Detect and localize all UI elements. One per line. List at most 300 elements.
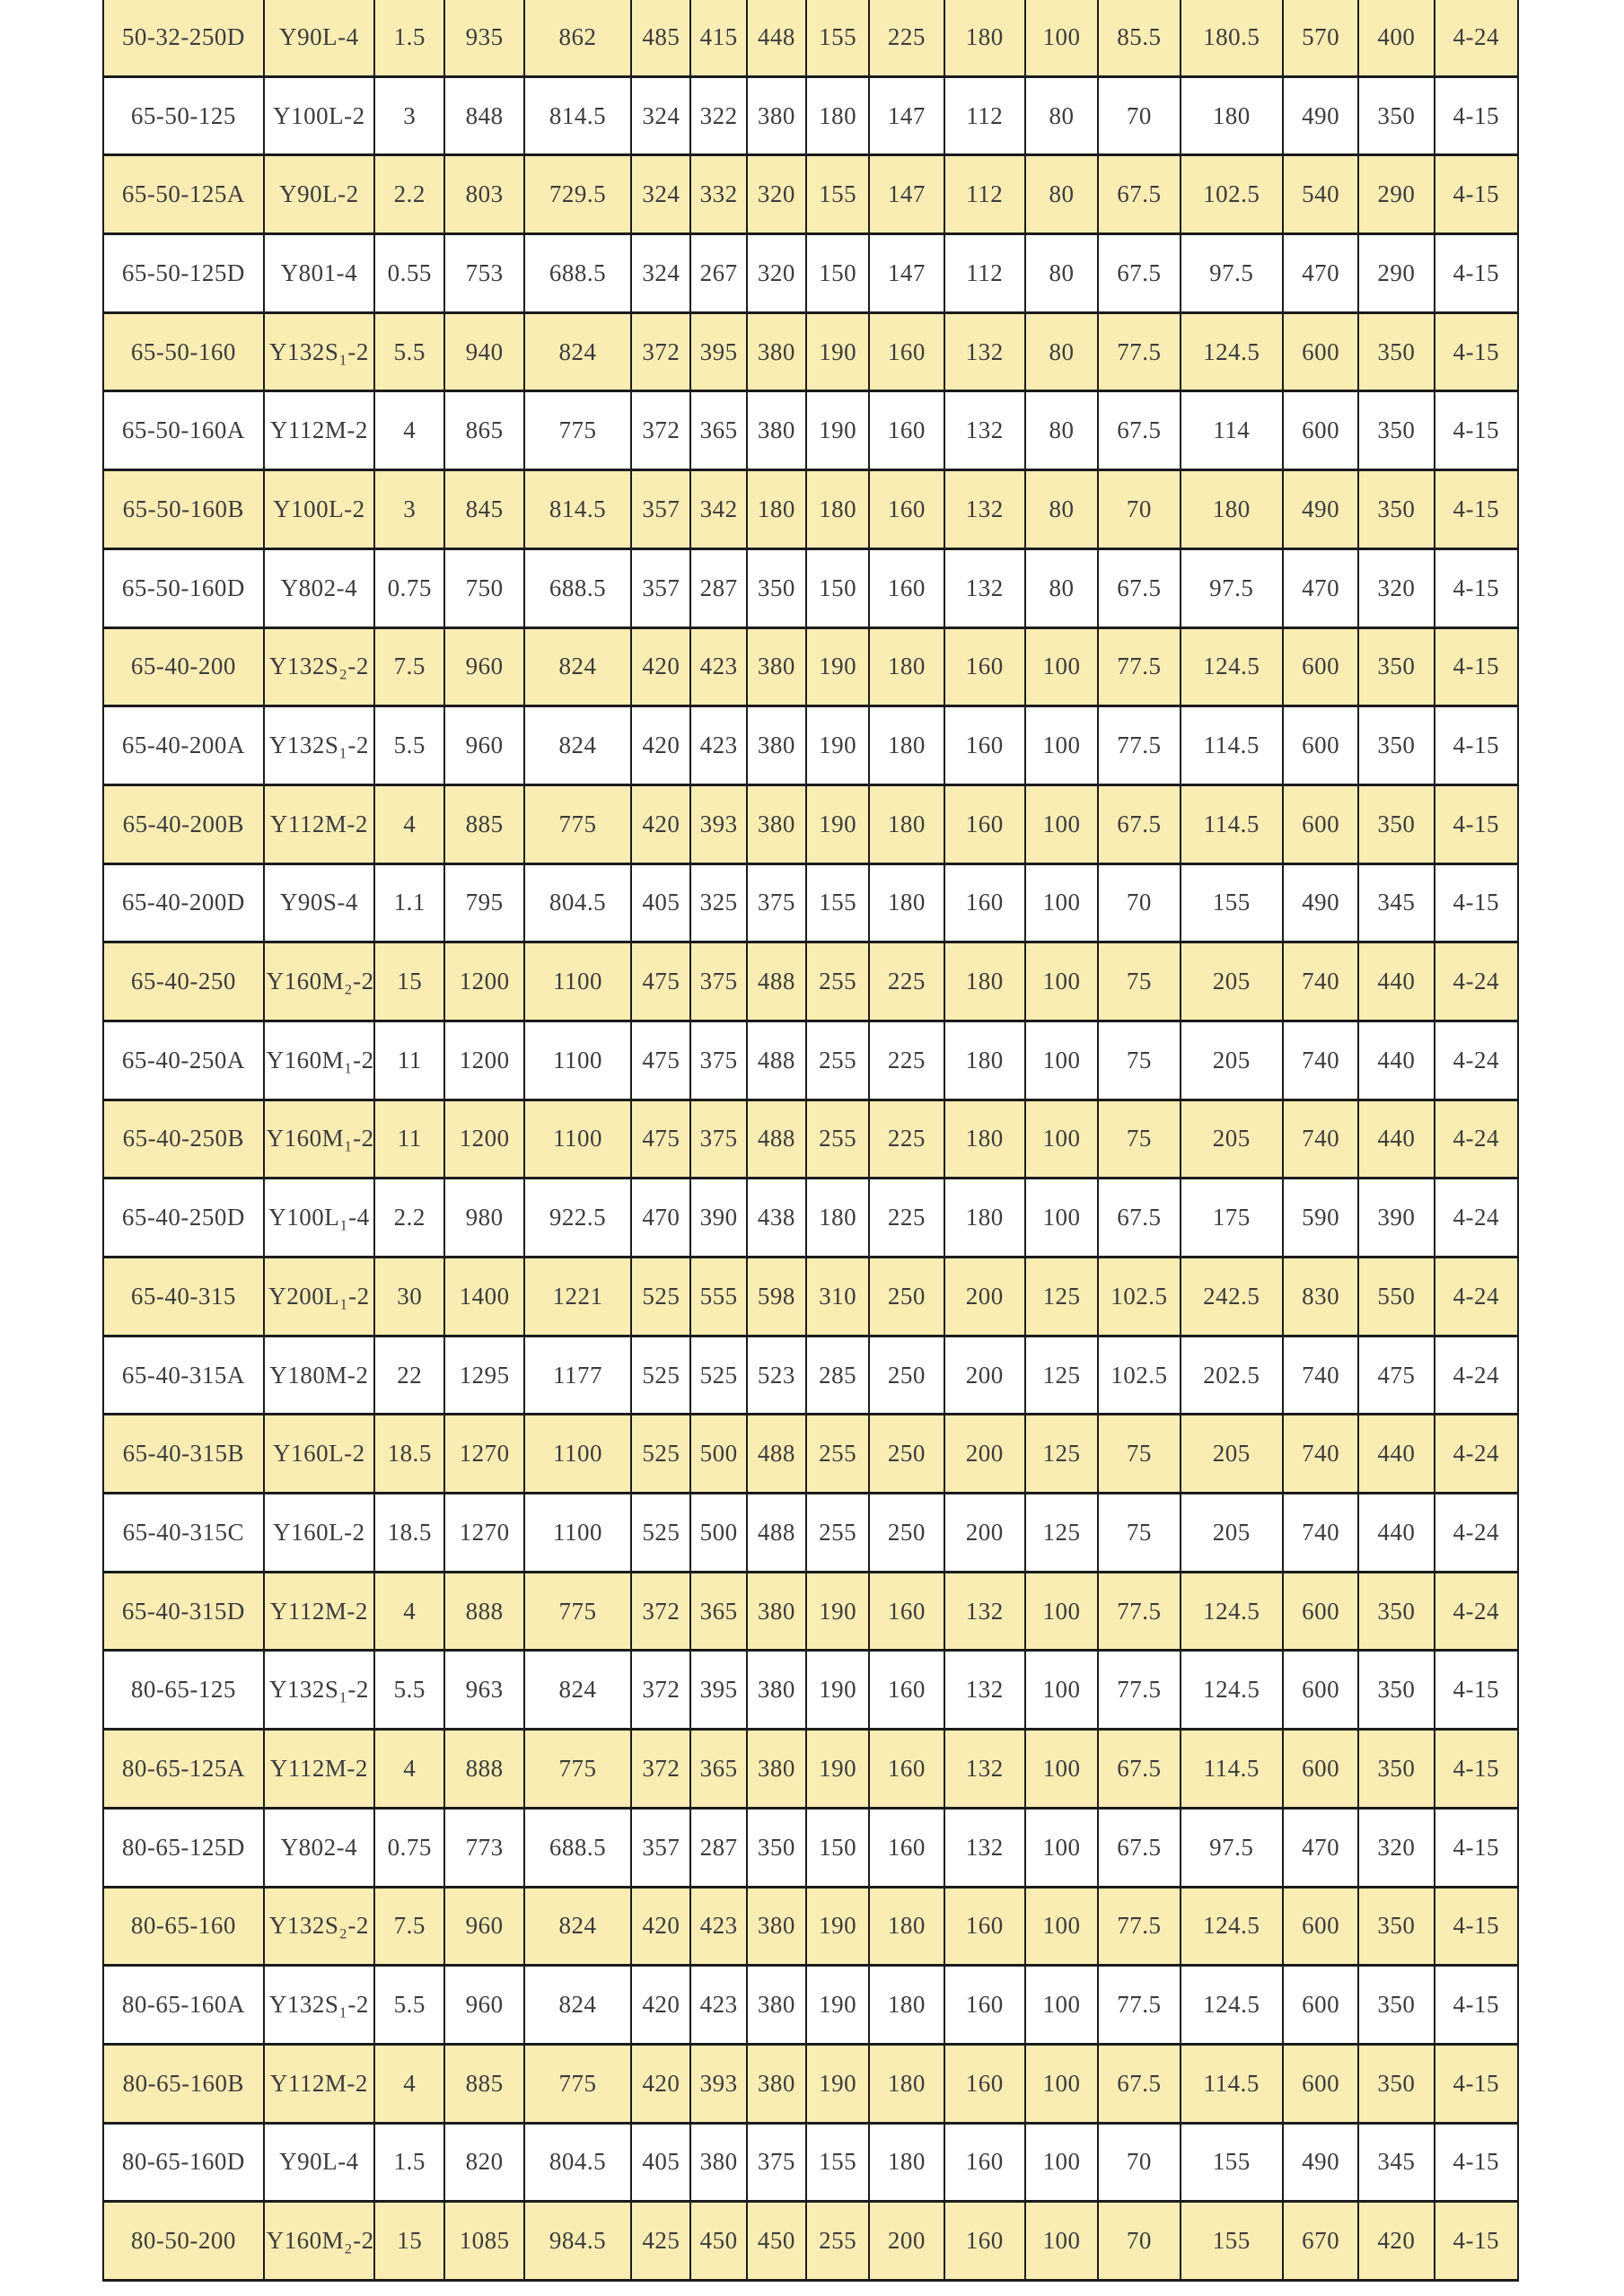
- value-cell: 285: [805, 1335, 868, 1414]
- value-cell: 160: [868, 1571, 943, 1650]
- table-row: [102, 784, 1517, 863]
- motor-model-cell: Y90L-4: [263, 0, 373, 75]
- motor-model-cell: Y802-4: [263, 548, 373, 627]
- pump-model-cell: 65-50-125D: [102, 232, 263, 311]
- value-cell: 688.5: [523, 232, 630, 311]
- value-cell: 862: [523, 0, 630, 75]
- value-cell: 375: [689, 1020, 745, 1099]
- value-cell: 4-15: [1434, 2200, 1517, 2279]
- table-row: [102, 1020, 1517, 1099]
- value-cell: 320: [1357, 1807, 1433, 1886]
- value-cell: 500: [689, 1413, 745, 1492]
- value-cell: 1400: [443, 1256, 522, 1335]
- value-cell: 160: [868, 469, 943, 548]
- value-cell: 980: [443, 1177, 522, 1256]
- value-cell: 100: [1024, 1177, 1097, 1256]
- value-cell: 322: [689, 75, 745, 154]
- value-cell: 1270: [443, 1413, 522, 1492]
- value-cell: 4: [373, 1728, 443, 1807]
- value-cell: 380: [746, 75, 805, 154]
- value-cell: 112: [944, 153, 1024, 232]
- value-cell: 803: [443, 153, 522, 232]
- table-row: [102, 548, 1517, 627]
- value-cell: 160: [944, 2043, 1024, 2122]
- value-cell: 11: [373, 1099, 443, 1178]
- value-cell: 190: [805, 1886, 868, 1965]
- value-cell: 147: [868, 232, 943, 311]
- value-cell: 350: [1357, 390, 1433, 469]
- value-cell: 225: [868, 941, 943, 1020]
- value-cell: 1.5: [373, 2122, 443, 2201]
- value-cell: 420: [630, 1964, 689, 2043]
- value-cell: 250: [868, 1256, 943, 1335]
- value-cell: 488: [746, 1413, 805, 1492]
- pump-model-cell: 80-65-125D: [102, 1807, 263, 1886]
- value-cell: 100: [1024, 0, 1097, 75]
- value-cell: 600: [1282, 1886, 1357, 1965]
- table-row: [102, 2200, 1517, 2279]
- value-cell: 1.1: [373, 863, 443, 942]
- value-cell: 100: [1024, 1571, 1097, 1650]
- value-cell: 225: [868, 0, 943, 75]
- value-cell: 380: [746, 1728, 805, 1807]
- value-cell: 350: [746, 548, 805, 627]
- value-cell: 180: [868, 2043, 943, 2122]
- value-cell: 525: [630, 1492, 689, 1571]
- value-cell: 125: [1024, 1492, 1097, 1571]
- value-cell: 125: [1024, 1413, 1097, 1492]
- table-row: [102, 1413, 1517, 1492]
- value-cell: 372: [630, 311, 689, 390]
- value-cell: 1200: [443, 941, 522, 1020]
- value-cell: 67.5: [1097, 1807, 1179, 1886]
- value-cell: 5.5: [373, 705, 443, 784]
- value-cell: 600: [1282, 390, 1357, 469]
- motor-model-cell: Y160L-2: [263, 1413, 373, 1492]
- value-cell: 160: [944, 863, 1024, 942]
- value-cell: 420: [630, 705, 689, 784]
- value-cell: 4-15: [1434, 390, 1517, 469]
- value-cell: 935: [443, 0, 522, 75]
- value-cell: 400: [1357, 0, 1433, 75]
- value-cell: 225: [868, 1020, 943, 1099]
- value-cell: 77.5: [1097, 705, 1179, 784]
- value-cell: 30: [373, 1256, 443, 1335]
- value-cell: 4-15: [1434, 2122, 1517, 2201]
- value-cell: 225: [868, 1099, 943, 1178]
- value-cell: 372: [630, 1728, 689, 1807]
- value-cell: 97.5: [1180, 548, 1282, 627]
- value-cell: 290: [1357, 153, 1433, 232]
- value-cell: 922.5: [523, 1177, 630, 1256]
- value-cell: 112: [944, 75, 1024, 154]
- value-cell: 200: [944, 1413, 1024, 1492]
- value-cell: 475: [630, 941, 689, 1020]
- value-cell: 180: [805, 469, 868, 548]
- motor-model-cell: Y132S₁-2: [263, 1649, 373, 1728]
- value-cell: 380: [746, 1886, 805, 1965]
- table-row: [102, 1886, 1517, 1965]
- value-cell: 885: [443, 784, 522, 863]
- value-cell: 125: [1024, 1335, 1097, 1414]
- pump-model-cell: 80-50-200: [102, 2200, 263, 2279]
- value-cell: 77.5: [1097, 1886, 1179, 1965]
- value-cell: 180: [805, 1177, 868, 1256]
- value-cell: 22: [373, 1335, 443, 1414]
- value-cell: 795: [443, 863, 522, 942]
- value-cell: 77.5: [1097, 1964, 1179, 2043]
- table-row: [102, 153, 1517, 232]
- value-cell: 365: [689, 1571, 745, 1650]
- value-cell: 4-24: [1434, 1099, 1517, 1178]
- motor-model-cell: Y100L-2: [263, 469, 373, 548]
- value-cell: 440: [1357, 1099, 1433, 1178]
- value-cell: 147: [868, 153, 943, 232]
- value-cell: 740: [1282, 1492, 1357, 1571]
- value-cell: 67.5: [1097, 153, 1179, 232]
- value-cell: 357: [630, 1807, 689, 1886]
- value-cell: 824: [523, 1964, 630, 2043]
- table-row: [102, 1335, 1517, 1414]
- value-cell: 372: [630, 1649, 689, 1728]
- value-cell: 405: [630, 863, 689, 942]
- value-cell: 600: [1282, 705, 1357, 784]
- value-cell: 150: [805, 232, 868, 311]
- value-cell: 380: [746, 1649, 805, 1728]
- value-cell: 132: [944, 1728, 1024, 1807]
- value-cell: 375: [746, 2122, 805, 2201]
- value-cell: 365: [689, 1728, 745, 1807]
- value-cell: 4-15: [1434, 705, 1517, 784]
- value-cell: 180: [868, 863, 943, 942]
- value-cell: 97.5: [1180, 1807, 1282, 1886]
- value-cell: 290: [1357, 232, 1433, 311]
- value-cell: 824: [523, 311, 630, 390]
- value-cell: 600: [1282, 784, 1357, 863]
- value-cell: 488: [746, 1099, 805, 1178]
- value-cell: 200: [944, 1256, 1024, 1335]
- table-row: [102, 1807, 1517, 1886]
- value-cell: 205: [1180, 1020, 1282, 1099]
- value-cell: 205: [1180, 1492, 1282, 1571]
- value-cell: 100: [1024, 1807, 1097, 1886]
- value-cell: 250: [868, 1492, 943, 1571]
- motor-model-cell: Y160M₂-2: [263, 2200, 373, 2279]
- value-cell: 600: [1282, 311, 1357, 390]
- value-cell: 845: [443, 469, 522, 548]
- value-cell: 775: [523, 1571, 630, 1650]
- value-cell: 70: [1097, 863, 1179, 942]
- value-cell: 114.5: [1180, 1728, 1282, 1807]
- value-cell: 523: [746, 1335, 805, 1414]
- value-cell: 190: [805, 2043, 868, 2122]
- value-cell: 190: [805, 1728, 868, 1807]
- value-cell: 688.5: [523, 1807, 630, 1886]
- value-cell: 1.5: [373, 0, 443, 75]
- value-cell: 420: [630, 1886, 689, 1965]
- value-cell: 600: [1282, 1728, 1357, 1807]
- value-cell: 67.5: [1097, 548, 1179, 627]
- value-cell: 488: [746, 1020, 805, 1099]
- value-cell: 332: [689, 153, 745, 232]
- value-cell: 4-24: [1434, 1413, 1517, 1492]
- value-cell: 320: [1357, 548, 1433, 627]
- value-cell: 180: [868, 784, 943, 863]
- value-cell: 357: [630, 548, 689, 627]
- value-cell: 775: [523, 1728, 630, 1807]
- value-cell: 4-24: [1434, 1571, 1517, 1650]
- motor-model-cell: Y112M-2: [263, 2043, 373, 2122]
- value-cell: 440: [1357, 1492, 1433, 1571]
- value-cell: 310: [805, 1256, 868, 1335]
- value-cell: 375: [689, 941, 745, 1020]
- value-cell: 287: [689, 1807, 745, 1886]
- value-cell: 75: [1097, 1492, 1179, 1571]
- value-cell: 4-15: [1434, 1886, 1517, 1965]
- value-cell: 350: [1357, 2043, 1433, 2122]
- value-cell: 100: [1024, 2122, 1097, 2201]
- value-cell: 160: [944, 627, 1024, 705]
- value-cell: 180: [868, 705, 943, 784]
- table-row: [102, 1256, 1517, 1335]
- motor-model-cell: Y160M₂-2: [263, 941, 373, 1020]
- value-cell: 350: [1357, 1649, 1433, 1728]
- value-cell: 470: [630, 1177, 689, 1256]
- value-cell: 885: [443, 2043, 522, 2122]
- value-cell: 775: [523, 784, 630, 863]
- value-cell: 124.5: [1180, 1886, 1282, 1965]
- value-cell: 393: [689, 2043, 745, 2122]
- value-cell: 475: [1357, 1335, 1433, 1414]
- value-cell: 180: [868, 2122, 943, 2201]
- value-cell: 380: [689, 2122, 745, 2201]
- value-cell: 160: [868, 1728, 943, 1807]
- value-cell: 155: [805, 2122, 868, 2201]
- value-cell: 75: [1097, 1099, 1179, 1178]
- value-cell: 77.5: [1097, 1571, 1179, 1650]
- value-cell: 2.2: [373, 1177, 443, 1256]
- value-cell: 180: [868, 627, 943, 705]
- value-cell: 114: [1180, 390, 1282, 469]
- value-cell: 372: [630, 390, 689, 469]
- value-cell: 960: [443, 1886, 522, 1965]
- value-cell: 1085: [443, 2200, 522, 2279]
- value-cell: 190: [805, 390, 868, 469]
- value-cell: 570: [1282, 0, 1357, 75]
- value-cell: 350: [1357, 1728, 1433, 1807]
- value-cell: 7.5: [373, 627, 443, 705]
- value-cell: 0.55: [373, 232, 443, 311]
- pump-model-cell: 50-32-250D: [102, 0, 263, 75]
- value-cell: 125: [1024, 1256, 1097, 1335]
- value-cell: 820: [443, 2122, 522, 2201]
- value-cell: 255: [805, 2200, 868, 2279]
- value-cell: 4-24: [1434, 1177, 1517, 1256]
- motor-model-cell: Y132S₂-2: [263, 1886, 373, 1965]
- value-cell: 160: [868, 311, 943, 390]
- value-cell: 4-24: [1434, 0, 1517, 75]
- value-cell: 350: [1357, 1964, 1433, 2043]
- value-cell: 124.5: [1180, 1964, 1282, 2043]
- value-cell: 5.5: [373, 1649, 443, 1728]
- table-row: [102, 1728, 1517, 1807]
- value-cell: 160: [868, 1807, 943, 1886]
- value-cell: 202.5: [1180, 1335, 1282, 1414]
- value-cell: 324: [630, 232, 689, 311]
- value-cell: 740: [1282, 941, 1357, 1020]
- value-cell: 180: [868, 1964, 943, 2043]
- value-cell: 450: [689, 2200, 745, 2279]
- value-cell: 114.5: [1180, 705, 1282, 784]
- value-cell: 4-15: [1434, 784, 1517, 863]
- value-cell: 3: [373, 75, 443, 154]
- motor-model-cell: Y112M-2: [263, 1571, 373, 1650]
- value-cell: 190: [805, 784, 868, 863]
- value-cell: 225: [868, 1177, 943, 1256]
- value-cell: 80: [1024, 548, 1097, 627]
- value-cell: 102.5: [1180, 153, 1282, 232]
- value-cell: 15: [373, 2200, 443, 2279]
- table-row: [102, 2122, 1517, 2201]
- value-cell: 380: [746, 1964, 805, 2043]
- value-cell: 814.5: [523, 469, 630, 548]
- value-cell: 0.75: [373, 1807, 443, 1886]
- value-cell: 114.5: [1180, 2043, 1282, 2122]
- value-cell: 200: [944, 1492, 1024, 1571]
- pump-model-cell: 80-65-160D: [102, 2122, 263, 2201]
- value-cell: 180: [944, 0, 1024, 75]
- value-cell: 423: [689, 705, 745, 784]
- motor-model-cell: Y112M-2: [263, 390, 373, 469]
- value-cell: 963: [443, 1649, 522, 1728]
- value-cell: 350: [1357, 784, 1433, 863]
- value-cell: 100: [1024, 1020, 1097, 1099]
- table-row: [102, 1177, 1517, 1256]
- table-row: [102, 863, 1517, 942]
- value-cell: 500: [689, 1492, 745, 1571]
- value-cell: 729.5: [523, 153, 630, 232]
- pump-model-cell: 65-40-200: [102, 627, 263, 705]
- value-cell: 67.5: [1097, 1728, 1179, 1807]
- value-cell: 18.5: [373, 1413, 443, 1492]
- pump-model-cell: 80-65-160B: [102, 2043, 263, 2122]
- value-cell: 395: [689, 1649, 745, 1728]
- value-cell: 175: [1180, 1177, 1282, 1256]
- value-cell: 75: [1097, 1413, 1179, 1492]
- value-cell: 70: [1097, 469, 1179, 548]
- value-cell: 124.5: [1180, 1649, 1282, 1728]
- value-cell: 824: [523, 1886, 630, 1965]
- value-cell: 848: [443, 75, 522, 154]
- value-cell: 4: [373, 784, 443, 863]
- value-cell: 180: [944, 1020, 1024, 1099]
- value-cell: 180: [746, 469, 805, 548]
- motor-model-cell: Y802-4: [263, 1807, 373, 1886]
- value-cell: 160: [944, 1886, 1024, 1965]
- value-cell: 67.5: [1097, 2043, 1179, 2122]
- value-cell: 4-15: [1434, 469, 1517, 548]
- motor-model-cell: Y160L-2: [263, 1492, 373, 1571]
- value-cell: 200: [944, 1335, 1024, 1414]
- value-cell: 132: [944, 1807, 1024, 1886]
- value-cell: 775: [523, 2043, 630, 2122]
- value-cell: 100: [1024, 1099, 1097, 1178]
- pump-model-cell: 65-40-315A: [102, 1335, 263, 1414]
- value-cell: 470: [1282, 232, 1357, 311]
- table-row: [102, 0, 1517, 75]
- value-cell: 490: [1282, 2122, 1357, 2201]
- value-cell: 2.2: [373, 153, 443, 232]
- table-row: [102, 232, 1517, 311]
- value-cell: 423: [689, 1964, 745, 2043]
- table-row: [102, 469, 1517, 548]
- value-cell: 405: [630, 2122, 689, 2201]
- value-cell: 425: [630, 2200, 689, 2279]
- pump-model-cell: 65-40-200B: [102, 784, 263, 863]
- value-cell: 242.5: [1180, 1256, 1282, 1335]
- motor-model-cell: Y132S₁-2: [263, 1964, 373, 2043]
- pump-model-cell: 65-40-315D: [102, 1571, 263, 1650]
- value-cell: 180: [944, 1177, 1024, 1256]
- value-cell: 420: [630, 627, 689, 705]
- value-cell: 85.5: [1097, 0, 1179, 75]
- table-row: [102, 75, 1517, 154]
- value-cell: 124.5: [1180, 1571, 1282, 1650]
- value-cell: 124.5: [1180, 311, 1282, 390]
- table-row: [102, 1649, 1517, 1728]
- value-cell: 155: [1180, 863, 1282, 942]
- value-cell: 180: [868, 1886, 943, 1965]
- value-cell: 1100: [523, 1413, 630, 1492]
- value-cell: 180: [944, 1099, 1024, 1178]
- value-cell: 124.5: [1180, 627, 1282, 705]
- value-cell: 688.5: [523, 548, 630, 627]
- value-cell: 132: [944, 548, 1024, 627]
- value-cell: 97.5: [1180, 232, 1282, 311]
- value-cell: 132: [944, 1649, 1024, 1728]
- value-cell: 525: [630, 1335, 689, 1414]
- value-cell: 75: [1097, 1020, 1179, 1099]
- value-cell: 102.5: [1097, 1256, 1179, 1335]
- value-cell: 420: [630, 784, 689, 863]
- value-cell: 380: [746, 2043, 805, 2122]
- value-cell: 100: [1024, 2200, 1097, 2279]
- value-cell: 155: [805, 0, 868, 75]
- value-cell: 4-15: [1434, 863, 1517, 942]
- value-cell: 393: [689, 784, 745, 863]
- value-cell: 440: [1357, 941, 1433, 1020]
- value-cell: 395: [689, 311, 745, 390]
- table-row: [102, 1571, 1517, 1650]
- value-cell: 80: [1024, 311, 1097, 390]
- value-cell: 147: [868, 75, 943, 154]
- value-cell: 440: [1357, 1020, 1433, 1099]
- value-cell: 255: [805, 1413, 868, 1492]
- pump-model-cell: 65-50-160: [102, 311, 263, 390]
- value-cell: 740: [1282, 1099, 1357, 1178]
- value-cell: 390: [689, 1177, 745, 1256]
- value-cell: 255: [805, 941, 868, 1020]
- value-cell: 160: [944, 705, 1024, 784]
- value-cell: 155: [1180, 2122, 1282, 2201]
- value-cell: 670: [1282, 2200, 1357, 2279]
- value-cell: 380: [746, 1571, 805, 1650]
- pump-model-cell: 65-50-160A: [102, 390, 263, 469]
- value-cell: 350: [1357, 627, 1433, 705]
- value-cell: 267: [689, 232, 745, 311]
- value-cell: 350: [746, 1807, 805, 1886]
- value-cell: 5.5: [373, 1964, 443, 2043]
